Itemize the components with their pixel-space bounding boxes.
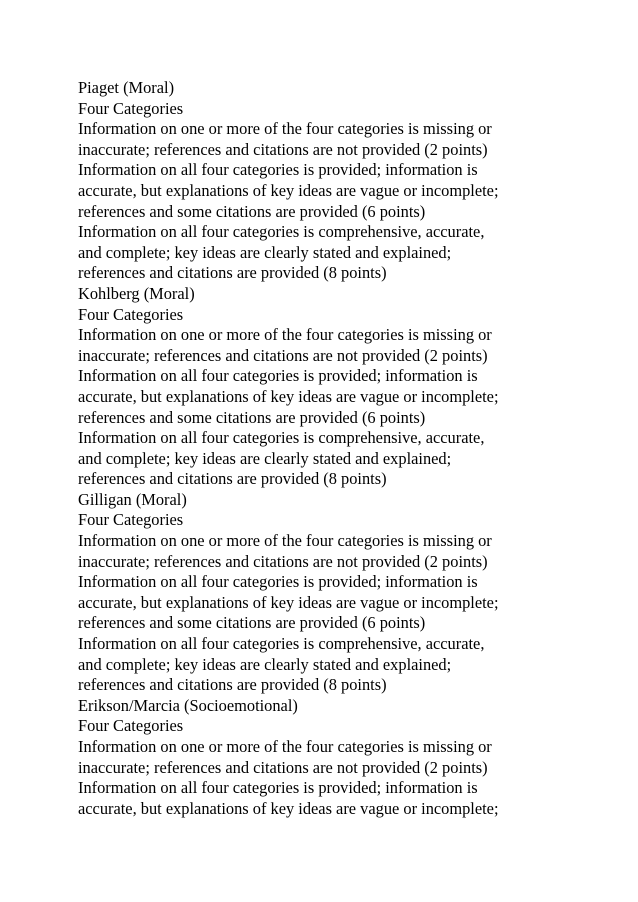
rubric-text-line: references and citations are provided (8 points): [78, 675, 387, 695]
rubric-text-line: Information on one or more of the four categories is missing or: [78, 119, 492, 139]
rubric-text-line: references and some citations are provided (6 points): [78, 613, 426, 633]
rubric-text-line: Information on one or more of the four categories is missing or: [78, 737, 492, 756]
criterion-label: Four Categories: [78, 98, 184, 118]
rubric-text-line: and complete; key ideas are clearly stated and explained;: [78, 242, 452, 262]
rubric-text-line: inaccurate; references and citations are not provided (2 points): [78, 345, 488, 365]
rubric-text-line: Information on all four categories is provided; information is: [78, 572, 478, 592]
section-heading-erikson-marcia: Erikson/Marcia (Socioemotional): [78, 695, 298, 715]
rubric-text-line: accurate, but explanations of key ideas are vague or incomplete;: [78, 386, 499, 406]
document-page: [78, 78, 618, 819]
rubric-text-line: and complete; key ideas are clearly stated and explained;: [78, 448, 452, 468]
rubric-text-line: Information on all four categories is provided; information is: [78, 160, 478, 180]
rubric-text-line: accurate, but explanations of key ideas are vague or incomplete;: [78, 798, 499, 818]
rubric-text-line: Information on all four categories is provided; information is: [78, 778, 478, 798]
rubric-text-line: references and citations are provided (8 points): [78, 469, 387, 489]
rubric-text-line: Information on one or more of the four categories is missing or: [78, 531, 492, 551]
criterion-label: Four Categories: [78, 304, 184, 324]
section-heading-kohlberg: Kohlberg (Moral): [78, 283, 195, 303]
rubric-text-line: inaccurate; references and citations are not provided (2 points): [78, 551, 488, 571]
rubric-text-line: references and citations are provided (8 points): [78, 263, 387, 283]
rubric-text-line: Information on one or more of the four categories is missing or: [78, 325, 492, 345]
rubric-text-line: accurate, but explanations of key ideas are vague or incomplete;: [78, 180, 499, 200]
rubric-text-line: Information on all four categories is comprehensive, accurate,: [78, 222, 485, 242]
rubric-text-line: references and some citations are provided (6 points): [78, 407, 426, 427]
section-heading-piaget: Piaget (Moral): [78, 78, 175, 97]
criterion-label: Four Categories: [78, 510, 184, 530]
rubric-text-line: Information on all four categories is comprehensive, accurate,: [78, 428, 485, 448]
criterion-label: Four Categories: [78, 716, 184, 736]
rubric-text-line: inaccurate; references and citations are not provided (2 points): [78, 139, 488, 159]
rubric-text-line: inaccurate; references and citations are not provided (2 points): [78, 757, 488, 777]
rubric-text-line: references and some citations are provided (6 points): [78, 201, 426, 221]
rubric-text-line: and complete; key ideas are clearly stated and explained;: [78, 654, 452, 674]
rubric-text-line: Information on all four categories is provided; information is: [78, 366, 478, 386]
rubric-text-line: accurate, but explanations of key ideas are vague or incomplete;: [78, 592, 499, 612]
rubric-text-line: Information on all four categories is comprehensive, accurate,: [78, 634, 485, 654]
section-heading-gilligan: Gilligan (Moral): [78, 489, 187, 509]
